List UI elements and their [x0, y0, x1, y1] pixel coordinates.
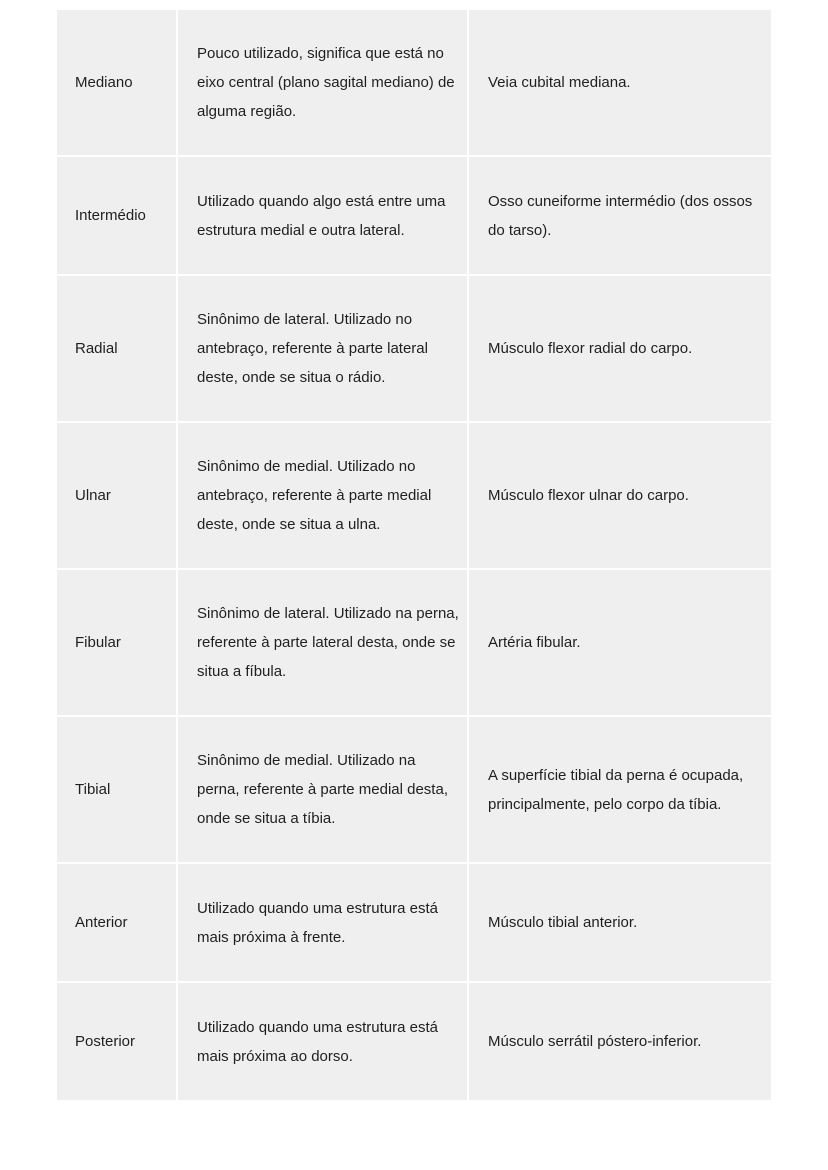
table-row	[57, 717, 771, 862]
description-cell: Utilizado quando uma estrutura está mais próxima à frente.	[178, 864, 467, 981]
term-cell: Intermédio	[57, 157, 176, 274]
description-cell: Pouco utilizado, significa que está no eixo central (plano sagital mediano) de alguma região.	[178, 10, 467, 155]
term-cell: Radial	[57, 276, 176, 421]
term-cell: Posterior	[57, 983, 176, 1100]
description-cell: Sinônimo de medial. Utilizado na perna, referente à parte medial desta, onde se situa a tíbia.	[178, 717, 467, 862]
example-cell: Músculo serrátil póstero-inferior.	[469, 983, 771, 1100]
table-row	[57, 276, 771, 421]
example-cell: Músculo tibial anterior.	[469, 864, 771, 981]
anatomy-terms-table-container	[57, 10, 773, 1100]
description-cell: Sinônimo de medial. Utilizado no antebraço, referente à parte medial deste, onde se situa a ulna.	[178, 423, 467, 568]
term-cell: Fibular	[57, 570, 176, 715]
table-row	[57, 864, 771, 981]
description-cell: Utilizado quando uma estrutura está mais próxima ao dorso.	[178, 983, 467, 1100]
example-cell: Músculo flexor ulnar do carpo.	[469, 423, 771, 568]
table-row	[57, 983, 771, 1100]
table-row	[57, 10, 771, 155]
term-cell: Ulnar	[57, 423, 176, 568]
example-cell: Artéria fibular.	[469, 570, 771, 715]
example-cell: Osso cuneiforme intermédio (dos ossos do tarso).	[469, 157, 771, 274]
table-row	[57, 423, 771, 568]
example-cell: A superfície tibial da perna é ocupada, principalmente, pelo corpo da tíbia.	[469, 717, 771, 862]
example-cell: Músculo flexor radial do carpo.	[469, 276, 771, 421]
term-cell: Anterior	[57, 864, 176, 981]
description-cell: Sinônimo de lateral. Utilizado na perna, referente à parte lateral desta, onde se situa a fíbula.	[178, 570, 467, 715]
example-cell: Veia cubital mediana.	[469, 10, 771, 155]
table-row	[57, 157, 771, 274]
term-cell: Tibial	[57, 717, 176, 862]
anatomy-terms-table	[55, 8, 773, 1102]
table-row	[57, 570, 771, 715]
term-cell: Mediano	[57, 10, 176, 155]
description-cell: Sinônimo de lateral. Utilizado no antebraço, referente à parte lateral deste, onde se situa o rádio.	[178, 276, 467, 421]
description-cell: Utilizado quando algo está entre uma estrutura medial e outra lateral.	[178, 157, 467, 274]
